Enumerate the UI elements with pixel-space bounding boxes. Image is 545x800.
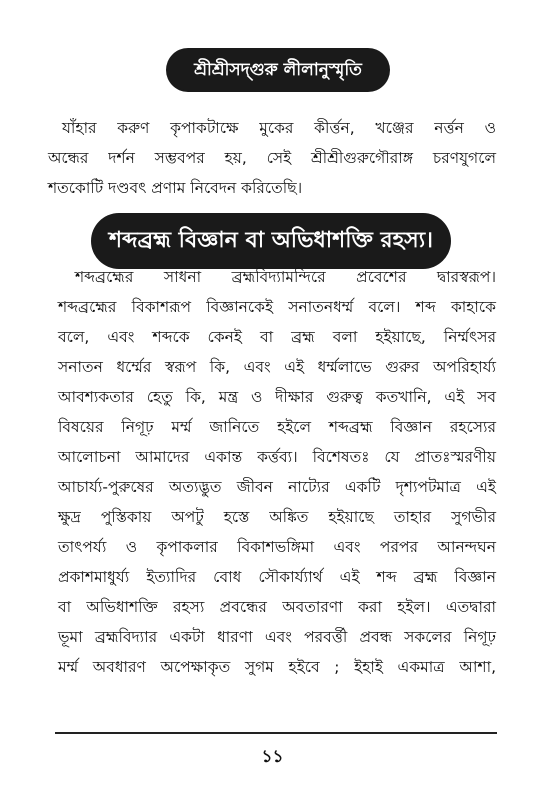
header-title: শ্রীশ্রীসদ্গুরু লীলানুস্মৃতি: [194, 60, 362, 80]
body-line: প্রকাশমাধুর্য্য ইত্যাদির বোধ সৌকার্য্যার্থ এই শব্দ ব্রহ্ম বিজ্ঞান: [58, 568, 496, 586]
body-line: ক্ষুদ্র পুস্তিকায় অপটু হস্তে অঙ্কিত হইয়াছে তাহার সুগভীর: [58, 508, 496, 526]
page-number: ১১: [261, 747, 284, 767]
intro-line: অন্ধের দর্শন সম্ভবপর হয়, সেই শ্রীশ্রীগুরুগৌরাঙ্গ চরণযুগলে: [48, 149, 496, 167]
section-title: শব্দব্রহ্ম বিজ্ঞান বা অভিধাশক্তি রহস্য।: [109, 228, 433, 253]
body-line: বিষয়ের নিগূঢ় মর্ম্ম জানিতে হইলে শব্দব্রহ্ম বিজ্ঞান রহস্যের: [58, 418, 496, 436]
body-line: বলে, এবং শব্দকে কেনই বা ব্রহ্ম বলা হইয়াছে, নির্ম্মৎসর: [58, 328, 496, 346]
body-line: মর্ম্ম অবধারণ অপেক্ষাকৃত সুগম হইবে ; ইহাই একমাত্র আশা,: [58, 658, 496, 676]
footer-divider: [55, 732, 497, 734]
body-line: আচার্য্য-পুরুষের অত্যদ্ভুত জীবন নাট্যের একটি দৃশ্যপটমাত্র এই: [58, 478, 496, 496]
body-line: সনাতন ধর্ম্মের স্বরূপ কি, এবং এই ধর্ম্মলাভে গুরুর অপরিহার্য্য: [58, 358, 496, 376]
body-line: শব্দব্রহ্মের বিকাশরূপ বিজ্ঞানকেই সনাতনধর্ম্ম বলে। শব্দ কাহাকে: [58, 298, 496, 316]
intro-line: শতকোটি দণ্ডবৎ প্রণাম নিবেদন করিতেছি।: [48, 179, 303, 197]
body-line: ভূমা ব্রহ্মবিদ্যার একটা ধারণা এবং পরবর্ত্তী প্রবন্ধ সকলের নিগূঢ়: [58, 628, 496, 646]
body-line: শব্দব্রহ্মের সাধনা ব্রহ্মবিদ্যামন্দিরে প্রবেশের দ্বারস্বরূপ।: [75, 268, 496, 286]
intro-line: যাঁহার করুণ কৃপাকটাক্ষে মুকের কীর্ত্তন, খঞ্জের নর্ত্তন ও: [62, 119, 496, 137]
body-line: বা অভিধাশক্তি রহস্য প্রবন্ধের অবতারণা করা হইল। এতদ্বারা: [58, 598, 496, 616]
body-line: তাৎপর্য্য ও কৃপাকলার বিকাশভঙ্গিমা এবং পরপর আনন্দঘন: [58, 538, 496, 556]
section-title-banner: [93, 215, 449, 267]
header-title-banner: [168, 50, 388, 90]
body-line: আলোচনা আমাদের একান্ত কর্ত্তব্য। বিশেষতঃ যে প্রাতঃস্মরণীয়: [58, 448, 496, 466]
body-line: আবশ্যকতার হেতু কি, মন্ত্র ও দীক্ষার গুরুত্ব কতখানি, এই সব: [58, 388, 496, 406]
